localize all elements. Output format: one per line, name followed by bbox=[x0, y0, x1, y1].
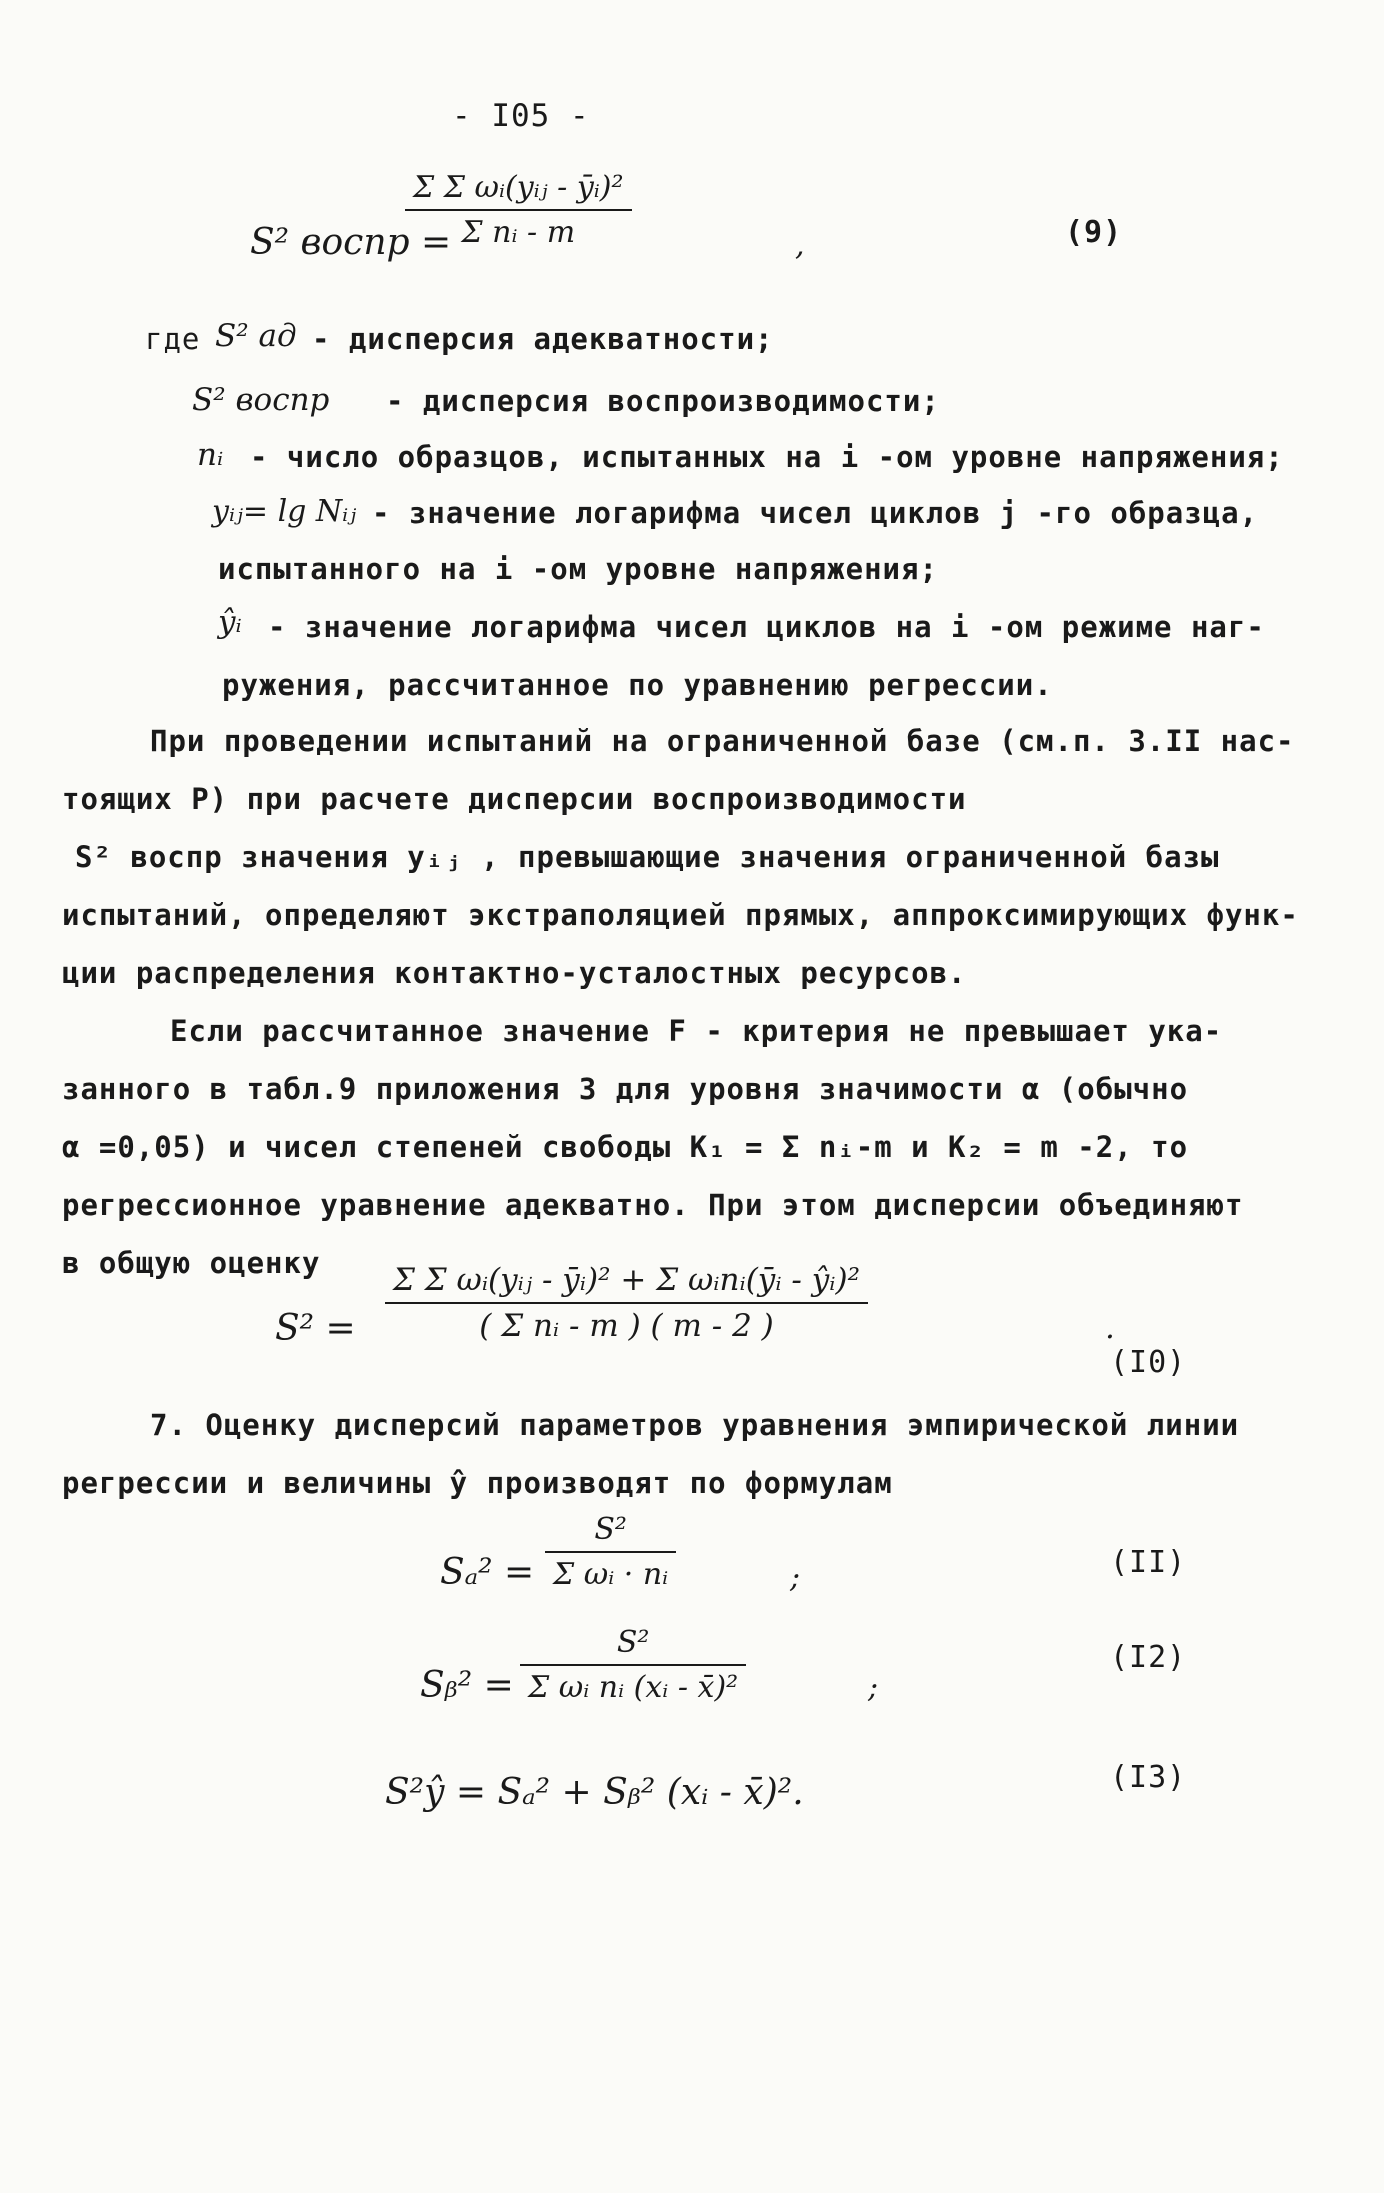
formula-13-expression: S²ŷ = Sₐ² + Sᵦ² (xᵢ - x̄)². bbox=[385, 1772, 804, 1813]
paragraph-3-line-1: 7. Оценку дисперсий параметров уравнения эмпирической линии bbox=[150, 1408, 1240, 1442]
paragraph-1-line-2: тоящих Р) при расчете дисперсии воспроизводимости bbox=[62, 782, 967, 816]
formula-11-fraction bbox=[545, 1512, 676, 1592]
formula-12-fraction bbox=[520, 1625, 746, 1705]
paragraph-2-line-1: Если рассчитанное значение F - критерия не превышает ука- bbox=[170, 1014, 1223, 1048]
formula-9-denominator: Σ nᵢ - m bbox=[405, 209, 632, 250]
formula-11-trail: ; bbox=[790, 1560, 801, 1595]
formula-13-number: (I3) bbox=[1110, 1760, 1187, 1795]
paragraph-2-line-5: в общую оценку bbox=[62, 1246, 321, 1280]
formula-9-trail: , bbox=[795, 228, 805, 263]
def-s-vospr-text: - дисперсия воспроизводимости; bbox=[386, 384, 940, 418]
formula-12-denominator: Σ ωᵢ nᵢ (xᵢ - x̄)² bbox=[520, 1664, 746, 1705]
def-yhat-text-2: ружения, рассчитанное по уравнению регрессии. bbox=[222, 668, 1053, 702]
formula-12-lhs: Sᵦ² = bbox=[420, 1665, 514, 1706]
formula-10-fraction bbox=[385, 1262, 868, 1344]
def-intro: где bbox=[145, 322, 201, 356]
def-y-symbol: yᵢⱼ= lg Nᵢⱼ bbox=[212, 494, 357, 529]
paragraph-3-line-2: регрессии и величины ŷ производят по формулам bbox=[62, 1466, 893, 1500]
formula-10-lhs: S² = bbox=[275, 1308, 356, 1349]
formula-11-lhs: Sₐ² = bbox=[440, 1552, 535, 1593]
paragraph-1-line-4: испытаний, определяют экстраполяцией прямых, аппроксимирующих функ- bbox=[62, 898, 1299, 932]
formula-11-numerator: S² bbox=[594, 1512, 627, 1547]
formula-11-denominator: Σ ωᵢ · nᵢ bbox=[545, 1551, 676, 1592]
def-y-text: - значение логарифма чисел циклов j -го образца, bbox=[372, 496, 1259, 530]
formula-10-numerator: Σ Σ ωᵢ(yᵢⱼ - ȳᵢ)² + Σ ωᵢnᵢ(ȳᵢ - ŷᵢ)² bbox=[393, 1262, 861, 1298]
paragraph-2-line-2: занного в табл.9 приложения 3 для уровня значимости α (обычно bbox=[62, 1072, 1189, 1106]
def-y-text-2: испытанного на i -ом уровне напряжения; bbox=[218, 552, 938, 586]
def-s-ad-symbol: S² ад bbox=[215, 318, 297, 354]
formula-10-denominator: ( Σ nᵢ - m ) ( m - 2 ) bbox=[385, 1302, 868, 1344]
formula-12-numerator: S² bbox=[616, 1625, 650, 1660]
def-s-ad-text: - дисперсия адекватности; bbox=[312, 322, 774, 356]
paragraph-1-line-3: S² воспр значения yᵢⱼ , превышающие значения ограниченной базы bbox=[75, 840, 1220, 874]
formula-10-trail: . bbox=[1105, 1310, 1115, 1346]
paragraph-2-line-4: регрессионное уравнение адекватно. При этом дисперсии объединяют bbox=[62, 1188, 1244, 1222]
def-s-vospr-symbol: S² воспр bbox=[192, 382, 330, 418]
paragraph-1-line-5: ции распределения контактно-усталостных ресурсов. bbox=[62, 956, 967, 990]
formula-12-trail: ; bbox=[868, 1670, 879, 1705]
formula-11-number: (II) bbox=[1110, 1545, 1187, 1580]
page-number: - I05 - bbox=[452, 98, 590, 134]
formula-9-numerator: Σ Σ ωᵢ(yᵢⱼ - ȳᵢ)² bbox=[413, 170, 624, 205]
def-yhat-symbol: ŷᵢ bbox=[218, 604, 242, 640]
def-n-i-symbol: nᵢ bbox=[197, 437, 224, 473]
def-n-i-text: - число образцов, испытанных на i -ом уровне напряжения; bbox=[250, 440, 1284, 474]
def-yhat-text: - значение логарифма чисел циклов на i -ом режиме наг- bbox=[268, 610, 1265, 644]
formula-9-fraction bbox=[405, 170, 632, 250]
formula-9-number: (9) bbox=[1065, 215, 1123, 250]
paragraph-1-line-1: При проведении испытаний на ограниченной базе (см.п. 3.II нас- bbox=[150, 724, 1295, 758]
formula-12-number: (I2) bbox=[1110, 1640, 1187, 1675]
formula-9-lhs: S² воспр = bbox=[250, 222, 452, 263]
formula-10-number: (I0) bbox=[1110, 1345, 1187, 1380]
paragraph-2-line-3: α =0,05) и чисел степеней свободы K₁ = Σ nᵢ-m и K₂ = m -2, то bbox=[62, 1130, 1189, 1164]
